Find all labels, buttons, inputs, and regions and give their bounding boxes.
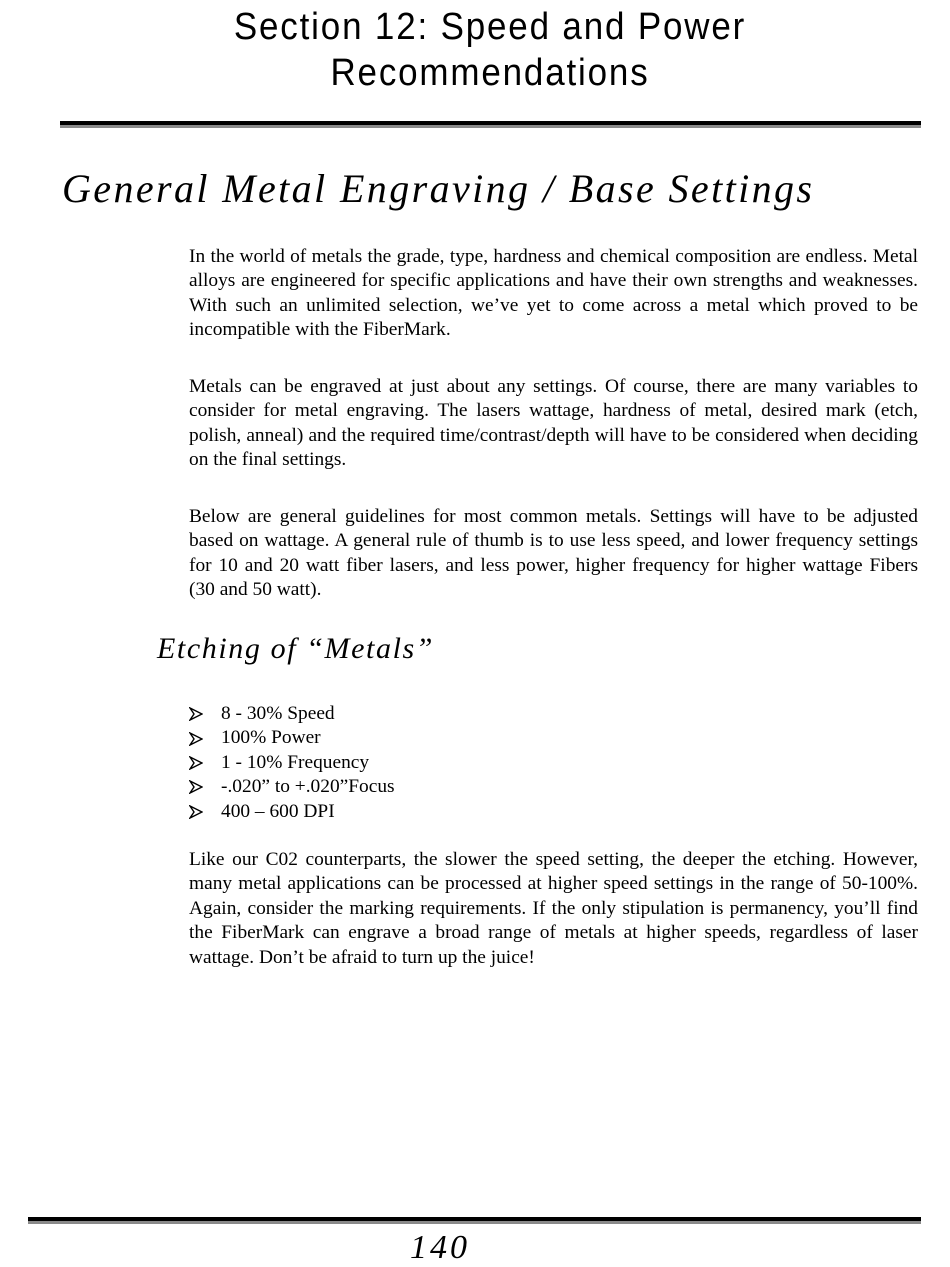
settings-list [189, 702, 395, 824]
page-number: 140 [410, 1229, 470, 1266]
arrowhead-bullet-icon [189, 800, 221, 824]
intro-paragraph: In the world of metals the grade, type, hardness and chemical composition are endless. Metal alloys are engineered for specific applications and have their own strengths and weaknesses. With such an unlimited selection, we’ve yet to come across a metal which proved to be incompatible with the FiberMark. [189, 246, 918, 341]
header-divider-shadow [60, 125, 921, 128]
arrowhead-bullet-icon [189, 727, 221, 751]
arrowhead-bullet-icon [189, 775, 221, 799]
section-header-line-1: Section 12: Speed and Power [233, 6, 747, 48]
list-item-label: -.020” to +.020”Focus [221, 776, 395, 798]
list-item-label: 100% Power [221, 727, 321, 749]
variables-paragraph: Metals can be engraved at just about any settings. Of course, there are many variables to consider for metal engraving. The lasers wattage, hardness of metal, desired mark (etch, polish, anneal) and the required time/contrast/depth will have to be considered when deciding on the final settings. [189, 376, 918, 471]
arrowhead-bullet-icon [189, 751, 221, 775]
footer-divider-shadow [28, 1221, 921, 1224]
list-item [189, 726, 395, 750]
subsection-title: Etching of “Metals” [157, 632, 435, 665]
list-item [189, 800, 395, 824]
section-header [39, 4, 941, 96]
guidelines-paragraph: Below are general guidelines for most common metals. Settings will have to be adjusted based on wattage. A general rule of thumb is to use less speed, and lower frequency settings for 10 and 20 watt fiber lasers, and less power, higher frequency for higher wattage Fibers (30 and 50 watt). [189, 506, 918, 601]
page-title: General Metal Engraving / Base Settings [62, 166, 815, 211]
list-item-label: 8 - 30% Speed [221, 703, 335, 724]
list-item [189, 751, 395, 775]
arrowhead-bullet-icon [189, 702, 221, 726]
list-item-label: 400 – 600 DPI [221, 800, 335, 822]
list-item [189, 702, 395, 726]
section-header-line-2: Recommendations [330, 52, 650, 94]
list-item-label: 1 - 10% Frequency [221, 751, 370, 773]
closing-paragraph: Like our C02 counterparts, the slower the speed setting, the deeper the etching. However, many metal applications can be processed at higher speed settings in the range of 50-100%. Again, consider the marking requirements. If the only stipulation is permanency, you’ll find the FiberMark can engrave a broad range of metals at higher speeds, regardless of laser wattage. Don’t be afraid to turn up the juice! [189, 849, 918, 968]
list-item [189, 775, 395, 799]
